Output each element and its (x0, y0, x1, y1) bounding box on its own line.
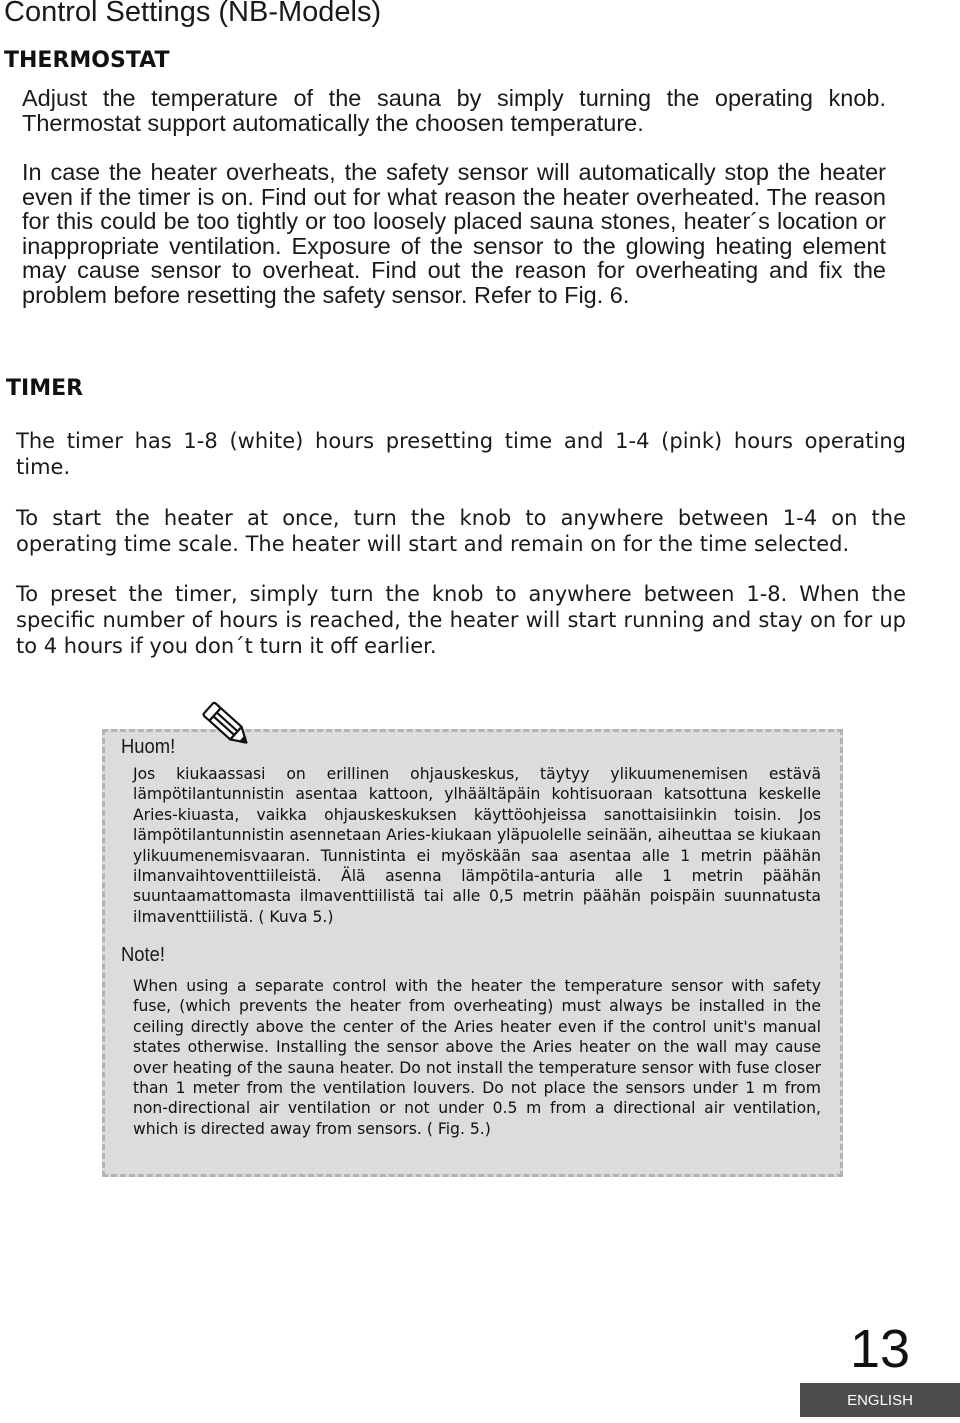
pencil-icon (200, 696, 256, 752)
page-title: Control Settings (NB-Models) (4, 0, 382, 28)
thermostat-paragraph-1: Adjust the temperature of the sauna by simply turning the operating knob. Thermostat support automatically the choosen temperature. (22, 85, 886, 136)
thermostat-heading: THERMOSTAT (4, 48, 170, 73)
english-note-heading: Note! (121, 944, 165, 966)
finnish-note-text: Jos kiukaassasi on erillinen ohjauskeskus, täytyy ylikuumenemisen estävä lämpötilantunnistin asentaa kattoon, ylhäältäpäin kohtisuoraan katsottuna keskelle Aries-kiuasta, vaikka ohjauskeskuksen käyttöohjeissa sanottaisiinkin toisin. Jos lämpötilantunnistin asennetaan Aries-kiukaan yläpuolelle seinään, aiheuttaa se kiukaan ylikuumenemisvaaran. Tunnistinta ei myöskään saa asentaa alle 1 metrin päähän ilmanvaihtoventtiileistä. Älä asenna lämpötila-anturia alle 1 metrin päähän suuntaamattomasta ilmaventtiilistä tai alle 0,5 metrin päähän poispäin suunnatusta ilmaventtiilistä. ( Kuva 5.) (133, 765, 821, 926)
note-box (102, 729, 843, 1177)
timer-paragraph-2: To start the heater at once, turn the knob to anywhere between 1-4 on the operating time scale. The heater will start and remain on for the time selected. (16, 506, 906, 556)
language-label: ENGLISH (800, 1383, 960, 1417)
timer-paragraph-1: The timer has 1-8 (white) hours presetting time and 1-4 (pink) hours operating time. (16, 429, 906, 479)
finnish-note-heading: Huom! (121, 736, 176, 758)
timer-paragraph-3: To preset the timer, simply turn the knob to anywhere between 1-8. When the specific number of hours is reached, the heater will start running and stay on for up to 4 hours if you don´t turn it off earlier. (16, 582, 906, 658)
english-note-text: When using a separate control with the heater the temperature sensor with safety fuse, (which prevents the heater from overheating) must always be installed in the ceiling directly above the center of the Aries heater even if the control unit's manual states otherwise. Installing the sensor above the Aries heater on the wall may cause over heating of the sauna heater. Do not install the temperature sensor with fuse closer than 1 meter from the ventilation louvers. Do not place the sensors under 1 m from non-directional air ventilation or not under 0.5 m from a directional air ventilation, which is directed away from sensors. ( Fig. 5.) (133, 977, 821, 1138)
thermostat-paragraph-2: In case the heater overheats, the safety sensor will automatically stop the heater even if the timer is on. Find out for what reason the heater overheated. The reason for this could be too tightly or too loosely placed sauna stones, heater´s location or inappropriate ventilation. Exposure of the sensor to the glowing heating element may cause sensor to overheat. Find out the reason for overheating and fix the problem before resetting the safety sensor. Refer to Fig. 6. (22, 159, 886, 308)
timer-heading: TIMER (6, 376, 84, 401)
page-number: 13 (850, 1319, 911, 1379)
